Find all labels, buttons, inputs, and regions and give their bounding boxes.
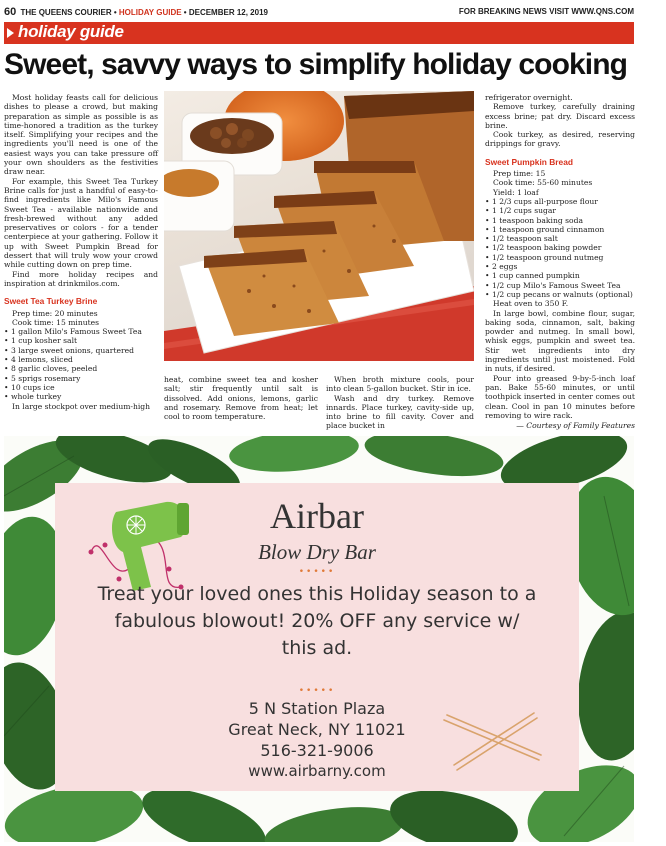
divider-dots: ••••• [298, 686, 336, 696]
article-column-2 [164, 375, 318, 421]
brine-step: In large stockpot over medium-high [12, 401, 151, 411]
address-line-2: Great Neck, NY 11021 [228, 720, 406, 739]
article-column-3 [326, 375, 474, 431]
brine-recipe-title: Sweet Tea Turkey Brine [4, 296, 98, 307]
section-name: HOLIDAY GUIDE [118, 8, 182, 17]
brine-step: Wash and dry turkey. Remove innards. Place turkey, cavity-side up, into brine to fill cavity. Cover and place bucket in [326, 393, 474, 431]
section-banner [4, 22, 634, 44]
business-subtitle: Blow Dry Bar [258, 540, 376, 564]
airbar-advertisement[interactable] [4, 436, 634, 842]
brine-step: Remove turkey, carefully draining excess brine; pat dry. Discard excess brine. [485, 102, 635, 130]
breaking-news-link[interactable]: FOR BREAKING NEWS VISIT WWW.QNS.COM [458, 7, 634, 16]
triangle-icon [7, 28, 14, 38]
page-number: 60 [4, 6, 17, 18]
bread-recipe-title: Sweet Pumpkin Bread [485, 156, 573, 167]
brine-step: refrigerator overnight. [485, 93, 573, 102]
ingredient-item: • 1 cup kosher salt [4, 336, 158, 345]
ingredient-item: • 1 teaspoon baking soda [485, 216, 635, 225]
bread-yield: Yield: 1 loaf [493, 187, 539, 197]
article-column-4 [485, 93, 635, 430]
bread-prep-time: Prep time: 15 [493, 169, 546, 179]
page-header [4, 4, 634, 18]
ingredient-item: • 1 gallon Milo's Famous Sweet Tea [4, 327, 158, 336]
ad-offer: Treat your loved ones this Holiday season to a fabulous blowout! 20% OFF any service w/ this ad. [97, 583, 537, 659]
ingredient-item: • whole turkey [4, 392, 158, 401]
ingredient-item: • 1 teaspoon ground cinnamon [485, 225, 635, 234]
bread-cook-time: Cook time: 55-60 minutes [493, 178, 593, 188]
ingredient-item: • 10 cups ice [4, 383, 158, 392]
article-headline: Sweet, savvy ways to simplify holiday cooking [4, 48, 628, 81]
issue-date: DECEMBER 12, 2019 [188, 8, 268, 17]
ingredient-item: • 1/2 teaspoon ground nutmeg [485, 253, 635, 262]
divider-dots: ••••• [298, 567, 336, 577]
ingredient-item: • 3 large sweet onions, quartered [4, 346, 158, 355]
brine-prep-time: Prep time: 20 minutes [12, 308, 98, 318]
bread-step: Pour into greased 9-by-5-inch loaf pan. Bake 55-60 minutes, or until toothpick inserted in center comes out clean. Cool in pan 10 minutes before removing to wire rack. [485, 373, 635, 420]
bobby-pins-icon [439, 705, 549, 775]
intro-paragraph: Most holiday feasts call for delicious dishes to please a crowd, but making preparation as simple as possible is as time-honored a tradition as the turkey itself. Simplifying your recipes and the ingredients you'll need is one of the easiest ways you can take pressure off your own shoulders as the festivities draw near. [4, 93, 158, 177]
pumpkin-bread-photo [164, 91, 474, 361]
ingredient-item: • 2 eggs [485, 262, 635, 271]
bread-step: In large bowl, combine flour, sugar, baking soda, cinnamon, salt, baking powder and nutmeg. In small bowl, whisk eggs, pumpkin and sweet tea. Stir wet ingredients into dry ingredients until just moistened. Fold in nuts, if desired. [485, 308, 635, 374]
intro-paragraph: Find more holiday recipes and inspiration at drinkmilos.com. [4, 269, 158, 288]
article-credit: — Courtesy of Family Features [516, 421, 635, 431]
phone-number[interactable]: 516-321-9006 [260, 741, 374, 760]
website-link[interactable]: www.airbarny.com [248, 762, 386, 780]
ingredient-item: • 1 cup canned pumpkin [485, 271, 635, 280]
pumpkin-bread-illustration [164, 91, 474, 361]
ingredient-item: • 8 garlic cloves, peeled [4, 364, 158, 373]
ingredient-item: • 4 lemons, sliced [4, 355, 158, 364]
ingredient-item: • 5 sprigs rosemary [4, 374, 158, 383]
business-name: Airbar [270, 496, 364, 536]
header-left: 60 THE QUEENS COURIER • HOLIDAY GUIDE • DECEMBER 12, 2019 [4, 6, 268, 18]
ingredient-item: • 1/2 cup pecans or walnuts (optional) [485, 290, 635, 299]
intro-paragraph: For example, this Sweet Tea Turkey Brine calls for just a handful of easy-to-find ingredients like Milo's Famous Sweet Tea - available nationwide and fresh-brewed without any added preservatives or colors - for a tender centerpiece at your gathering. Follow it up with Sweet Pumpkin Bread for dessert that will truly wow your crowd while cutting down on prep time. [4, 176, 158, 270]
brine-step: When broth mixture cools, pour into clean 5-gallon bucket. Stir in ice. [326, 375, 474, 394]
ad-card [55, 483, 579, 791]
ingredient-item: • 1 1/2 cups sugar [485, 206, 635, 215]
ingredient-item: • 1/2 teaspoon baking powder [485, 243, 635, 252]
brine-cook-time: Cook time: 15 minutes [12, 317, 100, 327]
article-column-1 [4, 93, 158, 411]
ingredient-item: • 1 2/3 cups all-purpose flour [485, 197, 635, 206]
brine-step: heat, combine sweet tea and kosher salt; stir frequently until salt is dissolved. Add onions, lemons, garlic and rosemary. Remove from heat; let cool to room temperature. [164, 375, 318, 422]
address-line-1: 5 N Station Plaza [248, 699, 386, 718]
section-label: holiday guide [18, 22, 124, 41]
ingredient-item: • 1/2 cup Milo's Famous Sweet Tea [485, 281, 635, 290]
bread-oven-heat: Heat oven to 350 F. [493, 299, 569, 309]
ingredient-item: • 1/2 teaspoon salt [485, 234, 635, 243]
brine-step: Cook turkey, as desired, reserving drippings for gravy. [485, 130, 635, 149]
publication-name: THE QUEENS COURIER [20, 8, 112, 17]
